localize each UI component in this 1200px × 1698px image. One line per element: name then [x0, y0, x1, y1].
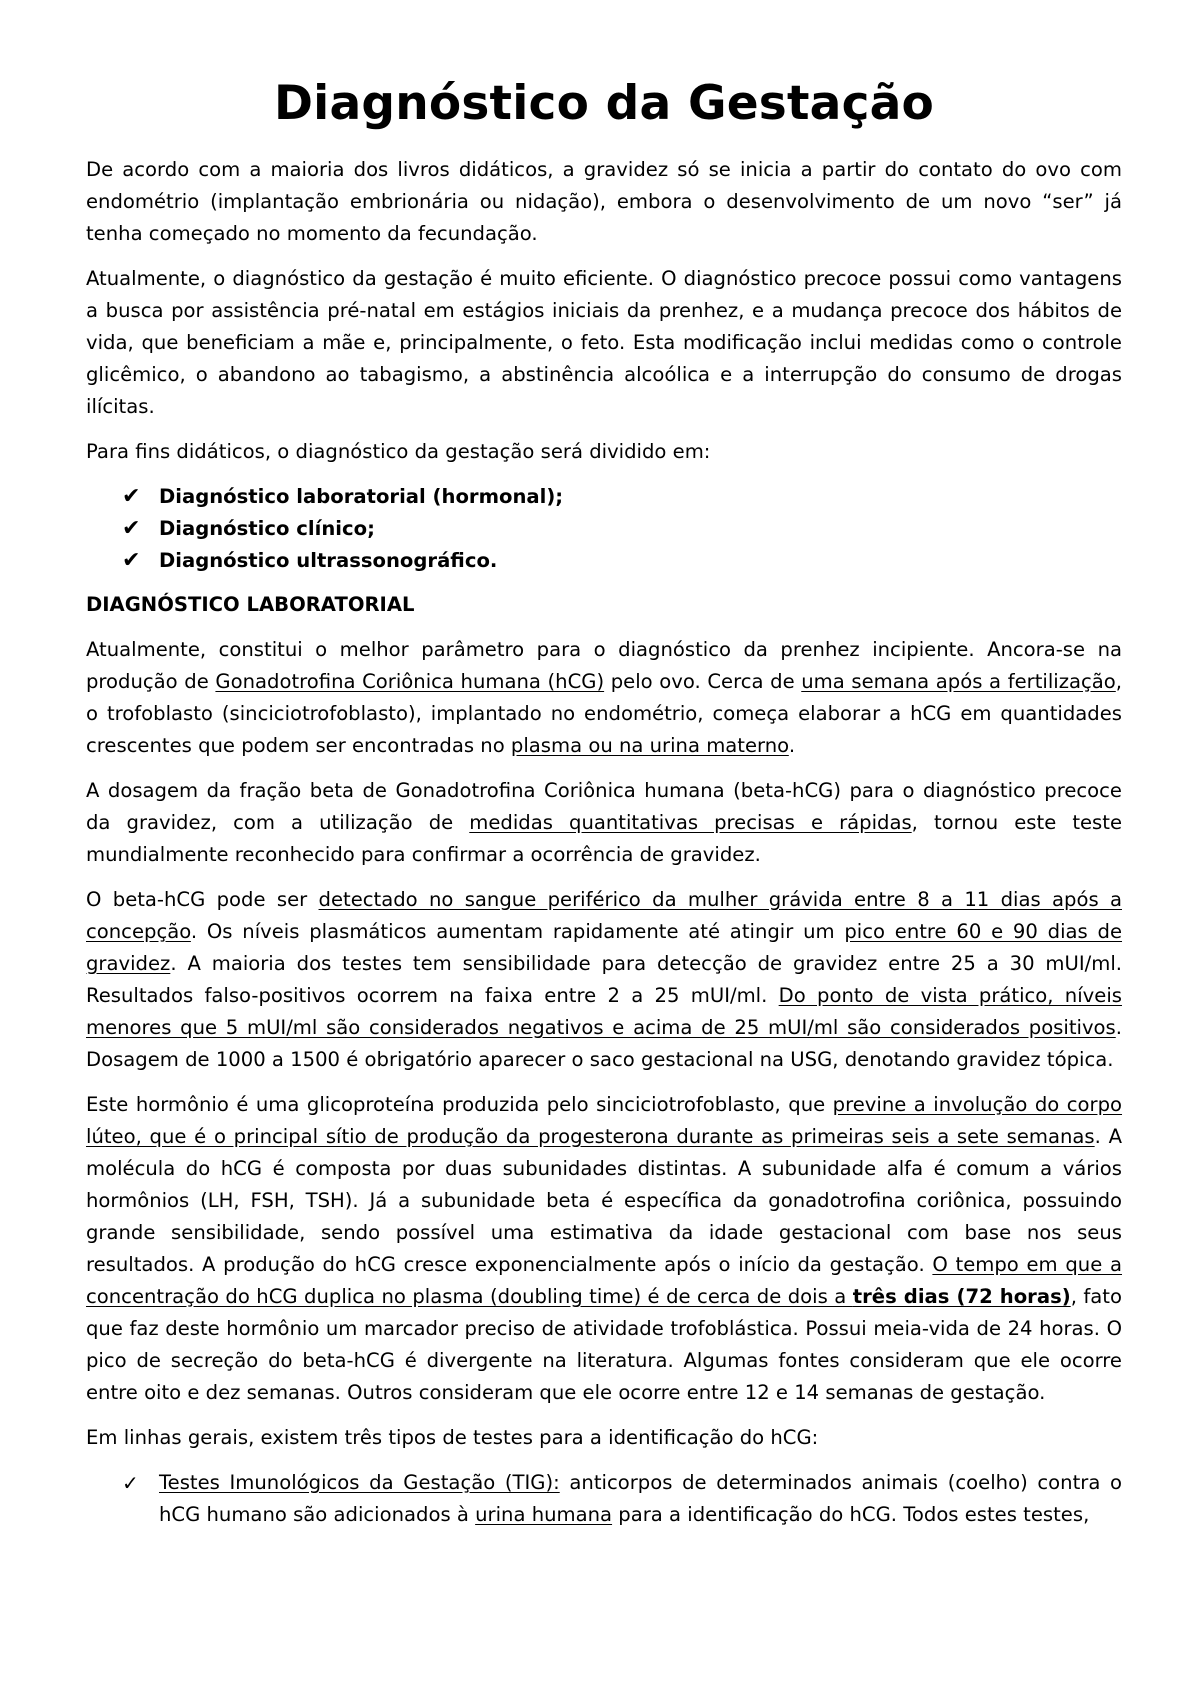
list-item — [86, 481, 1122, 513]
list-item-text: Diagnóstico laboratorial (hormonal); — [159, 485, 564, 508]
text-run: , tornou este teste mundialmente reconhecido para confirmar a ocorrência de gravidez. — [86, 811, 1123, 866]
list-item — [86, 513, 1122, 545]
text-run: pelo ovo. Cerca de — [604, 670, 802, 693]
section-heading-laboratorial: DIAGNÓSTICO LABORATORIAL — [86, 593, 415, 616]
intro-paragraph-1: De acordo com a maioria dos livros didáticos, a gravidez só se inicia a partir do contato do ovo com endométrio (implantação embrionária ou nidação), embora o desenvolvimento de um novo “ser” já tenha começado no momento da fecundação. — [86, 158, 1122, 245]
underlined-text: Testes Imunológicos da Gestação (TIG): — [159, 1471, 560, 1494]
checkmark-icon: ✔ — [122, 484, 141, 509]
tests-list — [86, 1467, 1122, 1531]
lab-paragraph-2 — [86, 775, 1122, 871]
document-title: Diagnóstico da Gestação — [273, 76, 935, 131]
text-run: , o trofoblasto (sinciciotrofoblasto), implantado no endométrio, começa elaborar a hCG em quantidades crescentes que podem ser encontradas no — [86, 670, 1123, 757]
text-run: A dosagem da fração beta de Gonadotrofina Coriônica humana (beta-hCG) para o diagnóstico precoce da gravidez, com a utilização de — [86, 779, 1122, 834]
document-page — [86, 70, 1122, 1531]
intro-paragraph-3: Para fins didáticos, o diagnóstico da gestação será dividido em: — [86, 440, 711, 463]
checkmark-icon: ✔ — [122, 516, 141, 541]
lab-paragraph-5: Em linhas gerais, existem três tipos de testes para a identificação do hCG: — [86, 1426, 819, 1449]
underlined-text: plasma ou na urina materno — [510, 734, 789, 757]
underlined-text: detectado no sangue periférico da mulher grávida entre 8 a 11 dias após a concepção — [86, 888, 1122, 943]
text-run: Atualmente, constitui o melhor parâmetro para o diagnóstico da prenhez incipiente. Ancora-se na produção de — [86, 638, 1122, 693]
underlined-bold-text: três dias (72 horas) — [852, 1285, 1071, 1308]
text-run: . Os níveis plasmáticos aumentam rapidamente até atingir um — [190, 920, 845, 943]
text-run: Este hormônio é uma glicoproteína produzida pelo sinciciotrofoblasto, que — [86, 1093, 833, 1116]
underlined-text: Gonadotrofina Coriônica humana (hCG) — [215, 670, 605, 693]
text-run: . — [788, 734, 796, 757]
underlined-text: previne a involução do corpo lúteo, que é o principal sítio de produção da progesterona durante as primeiras seis a sete semanas — [86, 1093, 1123, 1148]
list-item-text: Diagnóstico ultrassonográfico. — [159, 549, 498, 572]
list-item — [86, 545, 1122, 577]
lab-paragraph-1 — [86, 634, 1122, 762]
checkmark-icon: ✓ — [122, 1471, 139, 1495]
list-item-text: Diagnóstico clínico; — [159, 517, 375, 540]
lab-paragraph-3 — [86, 884, 1122, 1076]
text-run: para a identificação do hCG. Todos estes testes, — [612, 1503, 1090, 1526]
text-run: , fato que faz deste hormônio um marcador preciso de atividade trofoblástica. Possui meia-vida de 24 horas. O pico de secreção do beta-hCG é divergente na literatura. Algumas fontes consideram que ele ocorre entre oito e dez semanas. Outros consideram que ele ocorre entre 12 e 14 semanas de gestação. — [86, 1285, 1122, 1404]
underlined-text: O tempo em que a concentração do hCG duplica no plasma (doubling time) é de cerca de dois a — [86, 1253, 1122, 1308]
text-run: anticorpos de determinados animais (coelho) contra o hCG humano são adicionados à — [159, 1471, 1122, 1526]
underlined-text: uma semana após a fertilização — [801, 670, 1116, 693]
list-item — [86, 1467, 1122, 1531]
diagnosis-list — [86, 481, 1122, 577]
underlined-text: medidas quantitativas precisas e rápidas — [469, 811, 912, 834]
text-run: . A molécula do hCG é composta por duas subunidades distintas. A subunidade alfa é comum a vários hormônios (LH, FSH, TSH). Já a subunidade beta é específica da gonadotrofina coriônica, possuindo grande sensibilidade, sendo possível uma estimativa da idade gestacional com base nos seus resultados. A produção do hCG cresce exponencialmente após o início da gestação. — [86, 1125, 1122, 1276]
lab-paragraph-4 — [86, 1089, 1122, 1409]
underlined-text: pico entre 60 e 90 dias de gravidez — [86, 920, 1123, 975]
text-run: . Dosagem de 1000 a 1500 é obrigatório aparecer o saco gestacional na USG, denotando gravidez tópica. — [86, 1016, 1122, 1071]
checkmark-icon: ✔ — [122, 548, 141, 573]
underlined-text: Do ponto de vista prático, níveis menores que 5 mUI/ml são considerados negativos e acima de 25 mUI/ml são considerados positivos — [86, 984, 1122, 1039]
text-run: O beta-hCG pode ser — [86, 888, 319, 911]
underlined-text: urina humana — [475, 1503, 613, 1526]
intro-paragraph-2: Atualmente, o diagnóstico da gestação é muito eficiente. O diagnóstico precoce possui como vantagens a busca por assistência pré-natal em estágios iniciais da prenhez, e a mudança precoce dos hábitos de vida, que beneficiam a mãe e, principalmente, o feto. Esta modificação inclui medidas como o controle glicêmico, o abandono ao tabagismo, a abstinência alcoólica e a interrupção do consumo de drogas ilícitas. — [86, 267, 1122, 418]
text-run: . A maioria dos testes tem sensibilidade para detecção de gravidez entre 25 a 30 mUI/ml. Resultados falso-positivos ocorrem na faixa entre 2 a 25 mUI/ml. — [86, 952, 1122, 1007]
